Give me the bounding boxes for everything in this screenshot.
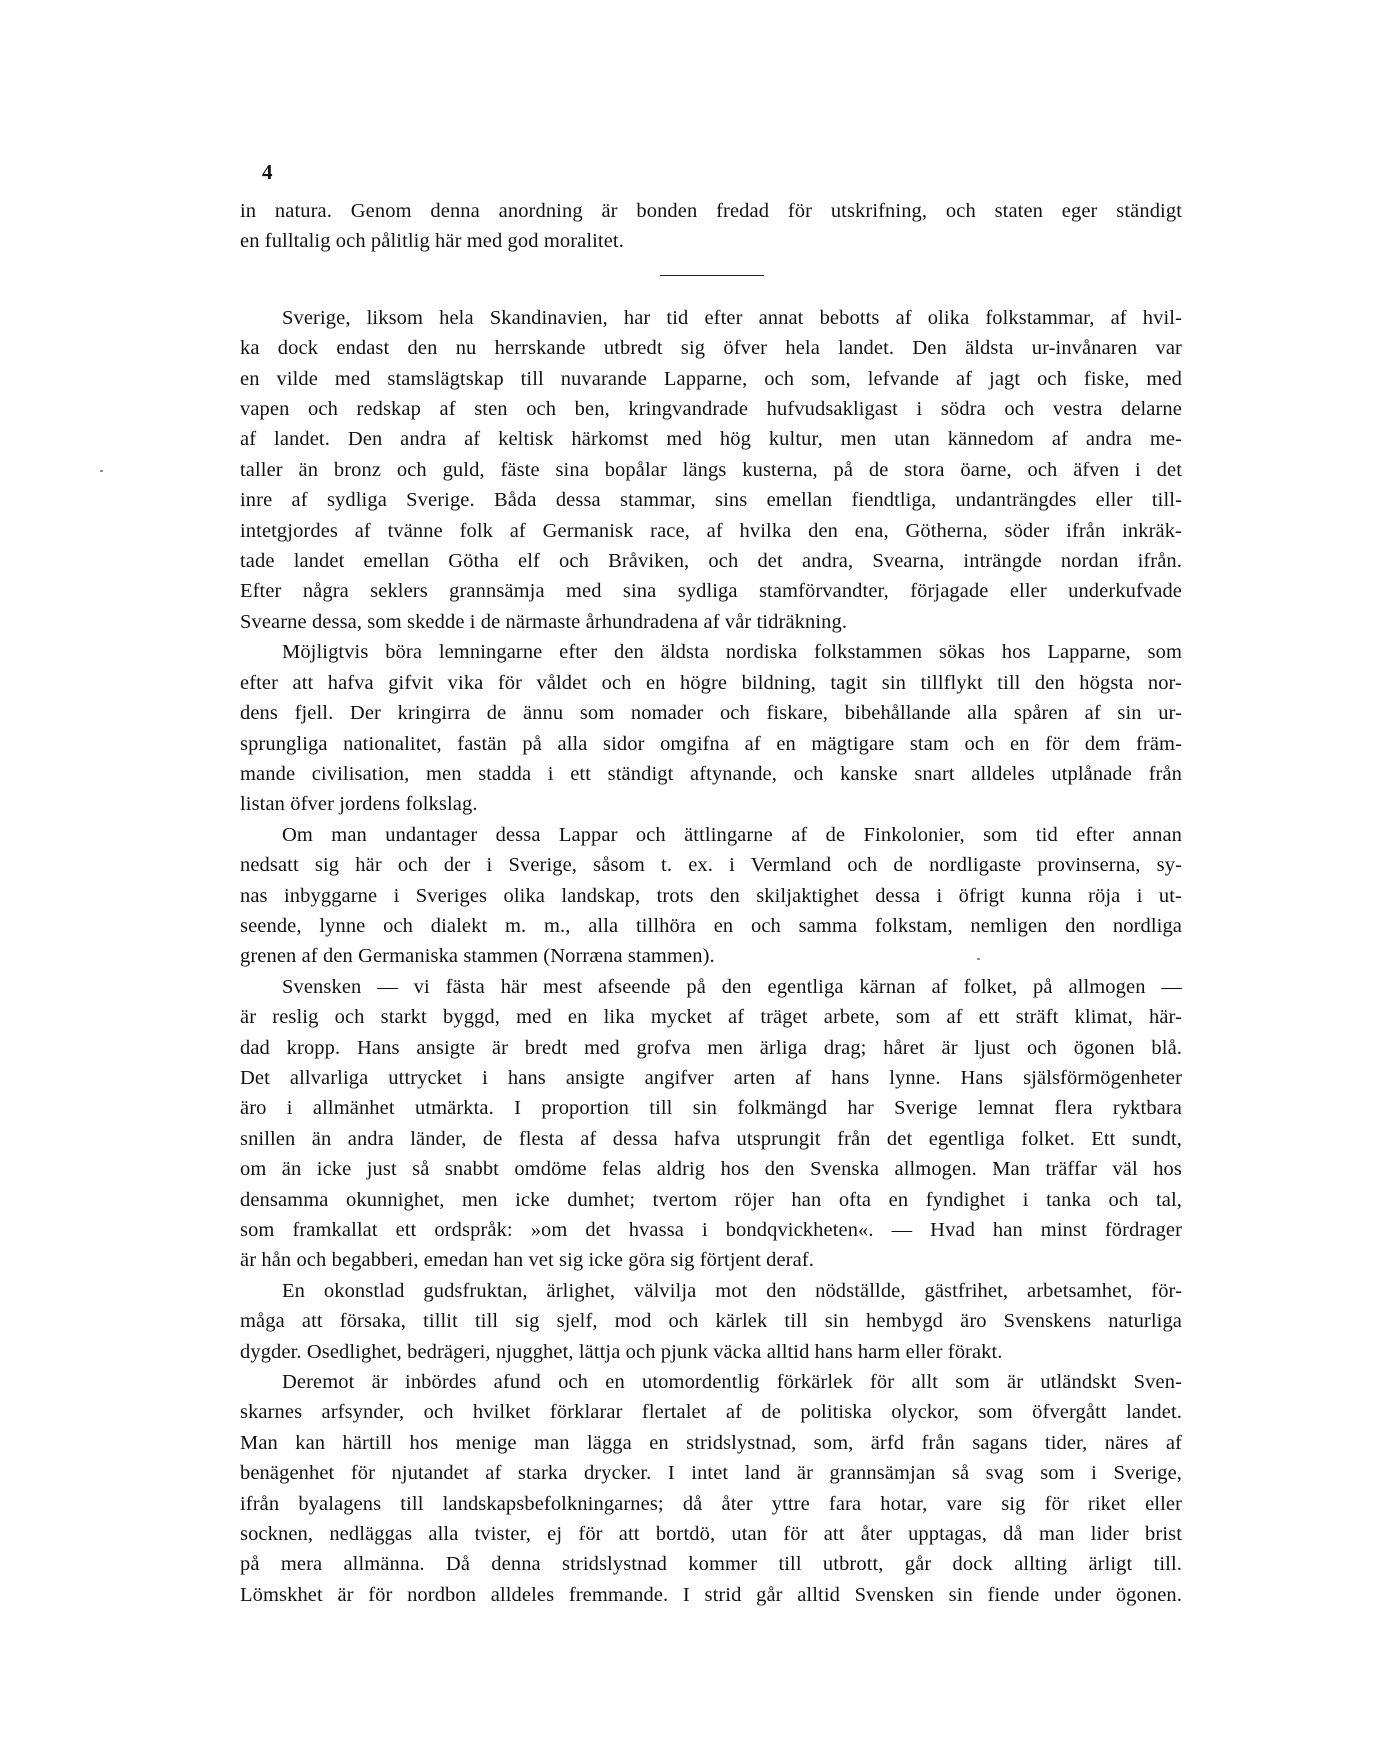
text-line: nedsatt sig här och der i Sverige, såsom t. ex. i Vermland och de nordligaste provinserna, sy-: [240, 854, 1182, 877]
text-line: skarnes arfsynder, och hvilket förklarar flertalet af de politiska olyckor, som öfvergått landet.: [240, 1401, 1182, 1424]
text-line: Om man undantager dessa Lappar och ättlingarne af de Finkolonier, som tid efter annan: [282, 823, 1182, 846]
text-line: ka dock endast den nu herrskande utbredt sig öfver hela landet. Den äldsta ur-invånaren var: [240, 337, 1182, 360]
page-number: 4: [262, 160, 273, 184]
text-line: måga att försaka, tillit till sig sjelf, mod och kärlek till sin hembygd äro Svenskens naturliga: [240, 1310, 1182, 1333]
text-line: Efter några seklers grannsämja med sina sydliga stamförvandter, förjagade eller underkufvade: [240, 580, 1182, 603]
text-line: vapen och redskap af sten och ben, kringvandrade hufvudsakligast i södra och vestra delarne: [240, 398, 1182, 421]
scan-speck: [100, 470, 103, 472]
text-line: inre af sydliga Sverige. Båda dessa stammar, sins emellan fiendtliga, undanträngdes eller till-: [240, 489, 1182, 512]
text-line: en vilde med stamslägtskap till nuvarande Lapparne, och som, lefvande af jagt och fiske, med: [240, 367, 1182, 390]
paragraph: [240, 820, 1182, 972]
text-line: på mera allmänna. Då denna stridslystnad kommer till utbrott, går dock allting ärligt till.: [240, 1553, 1182, 1576]
text-line: densamma okunnighet, men icke dumhet; tvertom röjer han ofta en fyndighet i tanka och tal,: [240, 1188, 1182, 1211]
text-line: äro i allmänhet utmärkta. I proportion till sin folkmängd har Sverige lemnat flera ryktbara: [240, 1097, 1182, 1120]
text-line: seende, lynne och dialekt m. m., alla tillhöra en och samma folkstam, nemligen den nordliga: [240, 914, 1182, 937]
text-block: [240, 196, 1182, 1610]
text-line: af landet. Den andra af keltisk härkomst med hög kultur, men utan kännedom af andra me-: [240, 428, 1182, 451]
text-line: taller än bronz och guld, fäste sina bopålar längs kusterna, på de stora öarne, och äfven i det: [240, 458, 1182, 481]
text-line: intetgjordes af tvänne folk af Germanisk race, af hvilka den ena, Götherna, söder ifrån inkräk-: [240, 519, 1182, 542]
text-line: dad kropp. Hans ansigte är bredt med grofva men ärliga drag; håret är ljust och ögonen blå.: [240, 1036, 1182, 1059]
text-line: socknen, nedläggas alla tvister, ej för att bortdö, utan för att åter upptagas, då man lider brist: [240, 1523, 1182, 1546]
text-line: är hån och begabberi, emedan han vet sig icke göra sig förtjent deraf.: [240, 1249, 814, 1272]
text-line: tade landet emellan Götha elf och Bråviken, och det andra, Svearna, inträngde nordan ifrån.: [240, 550, 1182, 573]
scan-speck: [977, 958, 980, 960]
text-line: Svensken — vi fästa här mest afseende på den egentliga kärnan af folket, på allmogen —: [282, 975, 1182, 998]
text-line: snillen än andra länder, de flesta af dessa hafva utsprungit från det egentliga folket. Ett sundt,: [240, 1127, 1182, 1150]
text-line: sprungliga nationalitet, fastän på alla sidor omgifna af en mägtigare stam och en för dem främ-: [240, 732, 1182, 755]
paragraph: [240, 972, 1182, 1276]
text-line: in natura. Genom denna anordning är bonden fredad för utskrifning, och staten eger ständigt: [240, 200, 1182, 222]
text-line: grenen af den Germaniska stammen (Norræna stammen).: [240, 945, 715, 968]
text-line: Man kan härtill hos menige man lägga en stridslystnad, som, ärfd från sagans tider, näres af: [240, 1431, 1182, 1454]
text-line: Det allvarliga uttrycket i hans ansigte angifver arten af hans lynne. Hans själsförmögenheter: [240, 1066, 1182, 1089]
text-line: Lömskhet är för nordbon alldeles fremmande. I strid går alltid Svensken sin fiende under ögonen.: [240, 1583, 1182, 1606]
paragraph: [240, 303, 1182, 637]
text-line: En okonstlad gudsfruktan, ärlighet, välvilja mot den nödställde, gästfrihet, arbetsamhet, för-: [282, 1279, 1182, 1302]
text-line: som framkallat ett ordspråk: »om det hvassa i bondqvickheten«. — Hvad han minst fördrager: [240, 1219, 1182, 1241]
paragraph: [240, 1367, 1182, 1610]
text-line: listan öfver jordens folkslag.: [240, 793, 478, 816]
text-line: ifrån byalagens till landskapsbefolkningarnes; då åter yttre fara hotar, vare sig för riket eller: [240, 1492, 1182, 1515]
text-line: Sverige, liksom hela Skandinavien, har tid efter annat bebotts af olika folkstammar, af hvil-: [282, 306, 1182, 329]
text-line: mande civilisation, men stadda i ett ständigt aftynande, och kanske snart alldeles utplånade från: [240, 762, 1182, 785]
text-line: Deremot är inbördes afund och en utomordentlig förkärlek för allt som är utländskt Sven-: [282, 1371, 1182, 1394]
text-line: är reslig och starkt byggd, med en lika mycket af träget arbete, som af ett sträft klimat, här-: [240, 1006, 1182, 1029]
text-line: om än icke just så snabbt omdöme felas aldrig hos den Svenska allmogen. Man träffar väl hos: [240, 1158, 1182, 1181]
text-line: dens fjell. Der kringirra de ännu som nomader och fiskare, bibehållande alla spåren af sin ur-: [240, 702, 1182, 725]
text-line: benägenhet för njutandet af starka drycker. I intet land är grannsämjan så svag som i Sverige,: [240, 1462, 1182, 1485]
text-line: dygder. Osedlighet, bedrägeri, njugghet, lättja och pjunk väcka alltid hans harm eller förakt.: [240, 1340, 1003, 1363]
text-line: efter att hafva gifvit vika för våldet och en högre bildning, tagit sin tillflykt till den högsta nor-: [240, 671, 1182, 694]
text-line: Möjligtvis böra lemningarne efter den äldsta nordiska folkstammen sökas hos Lapparne, som: [282, 641, 1182, 664]
text-line: Svearne dessa, som skedde i de närmaste århundradena af vår tidräkning.: [240, 610, 848, 633]
intro-paragraph: [240, 196, 1182, 257]
text-line: en fulltalig och pålitlig här med god moralitet.: [240, 230, 624, 253]
paragraph: [240, 637, 1182, 819]
text-line: nas inbyggarne i Sveriges olika landskap, trots den skiljaktighet dessa i öfrigt kunna röja i ut-: [240, 884, 1182, 907]
paragraph: [240, 1276, 1182, 1367]
